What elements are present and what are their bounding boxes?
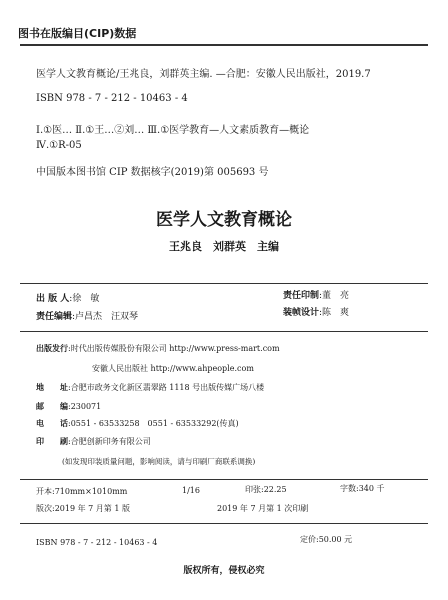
publisher-value: :徐 敏 xyxy=(69,294,100,304)
book-editors: 王兆良 刘群英 主编 xyxy=(169,240,279,253)
price: 定价:50.00 元 xyxy=(300,535,353,544)
quality-note: (如发现印装质量问题，影响阅读，请与印刷厂商联系调换) xyxy=(62,457,256,466)
editor-row xyxy=(36,309,138,322)
printer-row xyxy=(36,436,151,447)
editor-value: :卢昌杰 汪双琴 xyxy=(72,312,139,322)
print-manager-label: 责任印制 xyxy=(283,291,320,301)
specs-rule xyxy=(20,523,428,524)
address-row xyxy=(36,382,264,393)
sheets-spec: 印张:22.25 xyxy=(245,485,287,494)
print-manager-row xyxy=(283,288,349,301)
cip-classification: Ⅰ.①医… Ⅱ.①王…②刘… Ⅲ.①医学教育—人文素质教育—概论 xyxy=(36,125,310,136)
designer-row xyxy=(283,305,349,318)
address-label: 地 址 xyxy=(36,383,68,392)
word-count-spec: 字数:340 千 xyxy=(340,484,385,493)
edition-spec: 版次:2019 年 7 月第 1 版 xyxy=(36,504,130,513)
postcode-label: 邮 编 xyxy=(36,402,68,411)
phone-label: 电 话 xyxy=(36,419,68,428)
cip-header-rule xyxy=(20,44,428,46)
print-manager-value: :董 亮 xyxy=(319,291,350,301)
postcode-value: :230071 xyxy=(68,402,102,411)
editor-label: 责任编辑 xyxy=(36,312,73,322)
address-value: :合肥市政务文化新区翡翠路 1118 号出版传媒广场八楼 xyxy=(68,383,265,392)
format-spec: 开本:710mm×1010mm xyxy=(36,487,128,496)
title-rule xyxy=(20,283,428,284)
designer-value: :陈 爽 xyxy=(319,308,350,318)
staff-rule xyxy=(20,331,428,332)
cip-classification-code: Ⅳ.①R-05 xyxy=(36,140,82,151)
publisher-row xyxy=(36,291,99,304)
cip-header: 图书在版编目(CIP)数据 xyxy=(18,27,137,40)
phone-row xyxy=(36,418,239,429)
distributor-row xyxy=(36,343,280,354)
printer-value: :合肥创新印务有限公司 xyxy=(68,437,151,446)
cip-data-number: 中国版本图书馆 CIP 数据核字(2019)第 005693 号 xyxy=(36,167,269,178)
fold-spec: 1/16 xyxy=(182,486,200,495)
designer-label: 装帧设计 xyxy=(283,308,320,318)
postcode-row xyxy=(36,401,101,412)
publish-rule xyxy=(20,479,428,480)
distributor-value: :时代出版传媒股份有限公司 http://www.press-mart.com xyxy=(68,344,280,353)
publisher-label: 出 版 人 xyxy=(36,294,70,304)
cip-bibliographic-line: 医学人文教育概论/王兆良，刘群英主编. —合肥：安徽人民出版社，2019.7 xyxy=(36,69,371,80)
book-title: 医学人文教育概论 xyxy=(156,210,292,230)
cip-isbn: ISBN 978 - 7 - 212 - 10463 - 4 xyxy=(36,93,188,104)
printing-spec: 2019 年 7 月第 1 次印刷 xyxy=(217,504,309,513)
distributor-value-2: 安徽人民出版社 http://www.ahpeople.com xyxy=(92,364,254,373)
printer-label: 印 刷 xyxy=(36,437,68,446)
footer-isbn: ISBN 978 - 7 - 212 - 10463 - 4 xyxy=(36,538,158,547)
copyright-notice: 版权所有，侵权必究 xyxy=(183,566,265,576)
distributor-label: 出版发行 xyxy=(36,344,68,353)
phone-value: :0551 - 63533258 0551 - 63533292(传真) xyxy=(68,419,239,428)
